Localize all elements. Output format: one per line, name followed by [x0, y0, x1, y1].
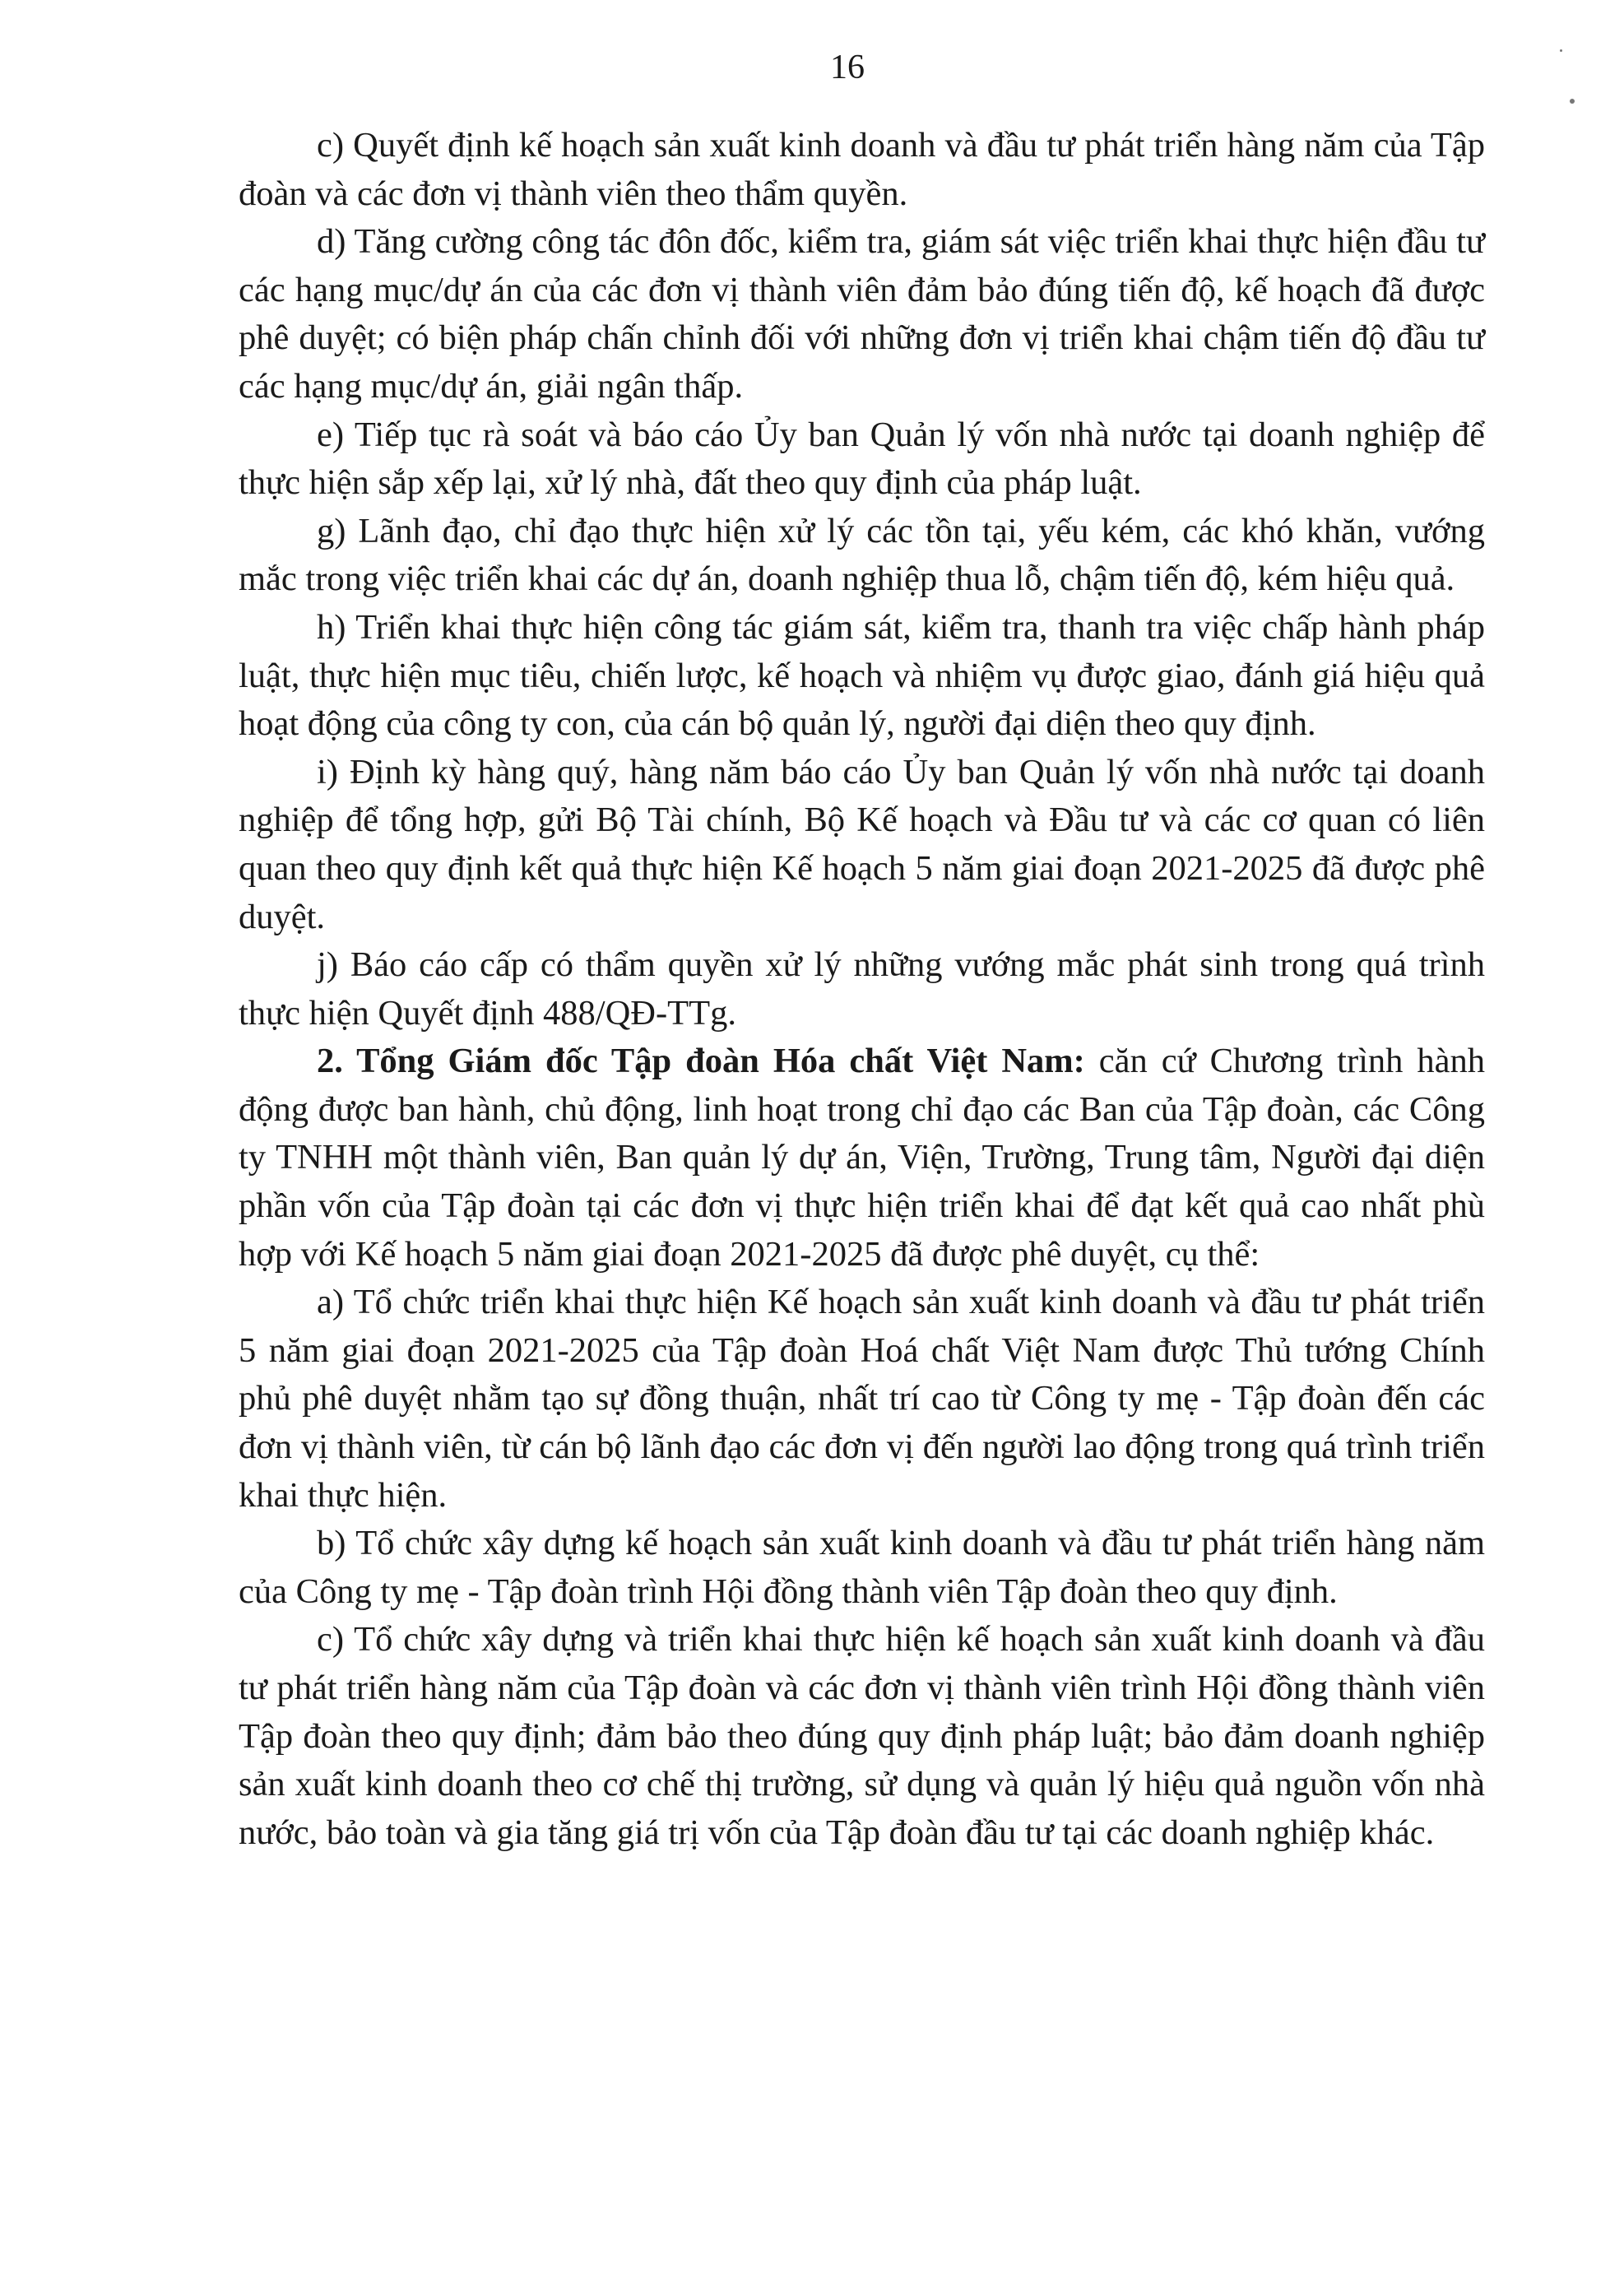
paragraph-c-build-plan: c) Tổ chức xây dựng và triển khai thực hiện kế hoạch sản xuất kinh doanh và đầu tư phát triển hàng năm của Tập đoàn và các đơn vị thành viên trình Hội đồng thành viên Tập đoàn theo quy định; đảm bảo theo đúng quy định pháp luật; bảo đảm doanh nghiệp sản xuất kinh doanh theo cơ chế thị trường, sử dụng và quản lý hiệu quả nguồn vốn nhà nước, bảo toàn và gia tăng giá trị vốn của Tập đoàn đầu tư tại các doanh nghiệp khác.	[239, 1620, 1485, 1852]
document-body	[239, 122, 1485, 1857]
paragraph-d-monitor-investment: d) Tăng cường công tác đôn đốc, kiểm tra, giám sát việc triển khai thực hiện đầu tư các hạng mục/dự án của các đơn vị thành viên đảm bảo đúng tiến độ, kế hoạch đã được phê duyệt; có biện pháp chấn chỉnh đối với những đơn vị triển khai chậm tiến độ đầu tư các hạng mục/dự án, giải ngân thấp.	[239, 222, 1485, 406]
page-number: 16	[830, 49, 865, 86]
paragraph-i-periodic-report: i) Định kỳ hàng quý, hàng năm báo cáo Ủy ban Quản lý vốn nhà nước tại doanh nghiệp để tổng hợp, gửi Bộ Tài chính, Bộ Kế hoạch và Đầu tư và các cơ quan có liên quan theo quy định kết quả thực hiện Kế hoạch 5 năm giai đoạn 2021-2025 đã được phê duyệt.	[239, 752, 1485, 936]
paragraph-e-review-land: e) Tiếp tục rà soát và báo cáo Ủy ban Quản lý vốn nhà nước tại doanh nghiệp để thực hiện sắp xếp lại, xử lý nhà, đất theo quy định của pháp luật.	[239, 415, 1485, 503]
paragraph-g-resolve-issues: g) Lãnh đạo, chỉ đạo thực hiện xử lý các tồn tại, yếu kém, các khó khăn, vướng mắc trong việc triển khai các dự án, doanh nghiệp thua lỗ, chậm tiến độ, kém hiệu quả.	[239, 511, 1485, 599]
paragraph-b-annual-plan: b) Tổ chức xây dựng kế hoạch sản xuất kinh doanh và đầu tư phát triển hàng năm của Công ty mẹ - Tập đoàn trình Hội đồng thành viên Tập đoàn theo quy định.	[239, 1524, 1485, 1611]
section-2-heading: 2. Tổng Giám đốc Tập đoàn Hóa chất Việt Nam:	[317, 1042, 1085, 1081]
scan-speck	[1560, 49, 1562, 52]
paragraph-j-report-obstacles: j) Báo cáo cấp có thẩm quyền xử lý những vướng mắc phát sinh trong quá trình thực hiện Quyết định 488/QĐ-TTg.	[239, 945, 1485, 1033]
scan-speck	[1570, 99, 1575, 104]
paragraph-c-decide-plan: c) Quyết định kế hoạch sản xuất kinh doanh và đầu tư phát triển hàng năm của Tập đoàn và các đơn vị thành viên theo thẩm quyền.	[239, 126, 1485, 213]
paragraph-a-implement-plan: a) Tổ chức triển khai thực hiện Kế hoạch sản xuất kinh doanh và đầu tư phát triển 5 năm giai đoạn 2021-2025 của Tập đoàn Hoá chất Việt Nam được Thủ tướng Chính phủ phê duyệt nhằm tạo sự đồng thuận, nhất trí cao từ Công ty mẹ - Tập đoàn đến các đơn vị thành viên, từ cán bộ lãnh đạo các đơn vị đến người lao động trong quá trình triển khai thực hiện.	[239, 1283, 1485, 1515]
section-2-general-director: 2. Tổng Giám đốc Tập đoàn Hóa chất Việt Nam: căn cứ Chương trình hành động được ban hành, chủ động, linh hoạt trong chỉ đạo các Ban của Tập đoàn, các Công ty TNHH một thành viên, Ban quản lý dự án, Viện, Trường, Trung tâm, Người đại diện phần vốn của Tập đoàn tại các đơn vị thực hiện triển khai để đạt kết quả cao nhất phù hợp với Kế hoạch 5 năm giai đoạn 2021-2025 đã được phê duyệt, cụ thể:	[239, 1042, 1485, 1274]
paragraph-h-supervision: h) Triển khai thực hiện công tác giám sát, kiểm tra, thanh tra việc chấp hành pháp luật, thực hiện mục tiêu, chiến lược, kế hoạch và nhiệm vụ được giao, đánh giá hiệu quả hoạt động của công ty con, của cán bộ quản lý, người đại diện theo quy định.	[239, 607, 1485, 744]
